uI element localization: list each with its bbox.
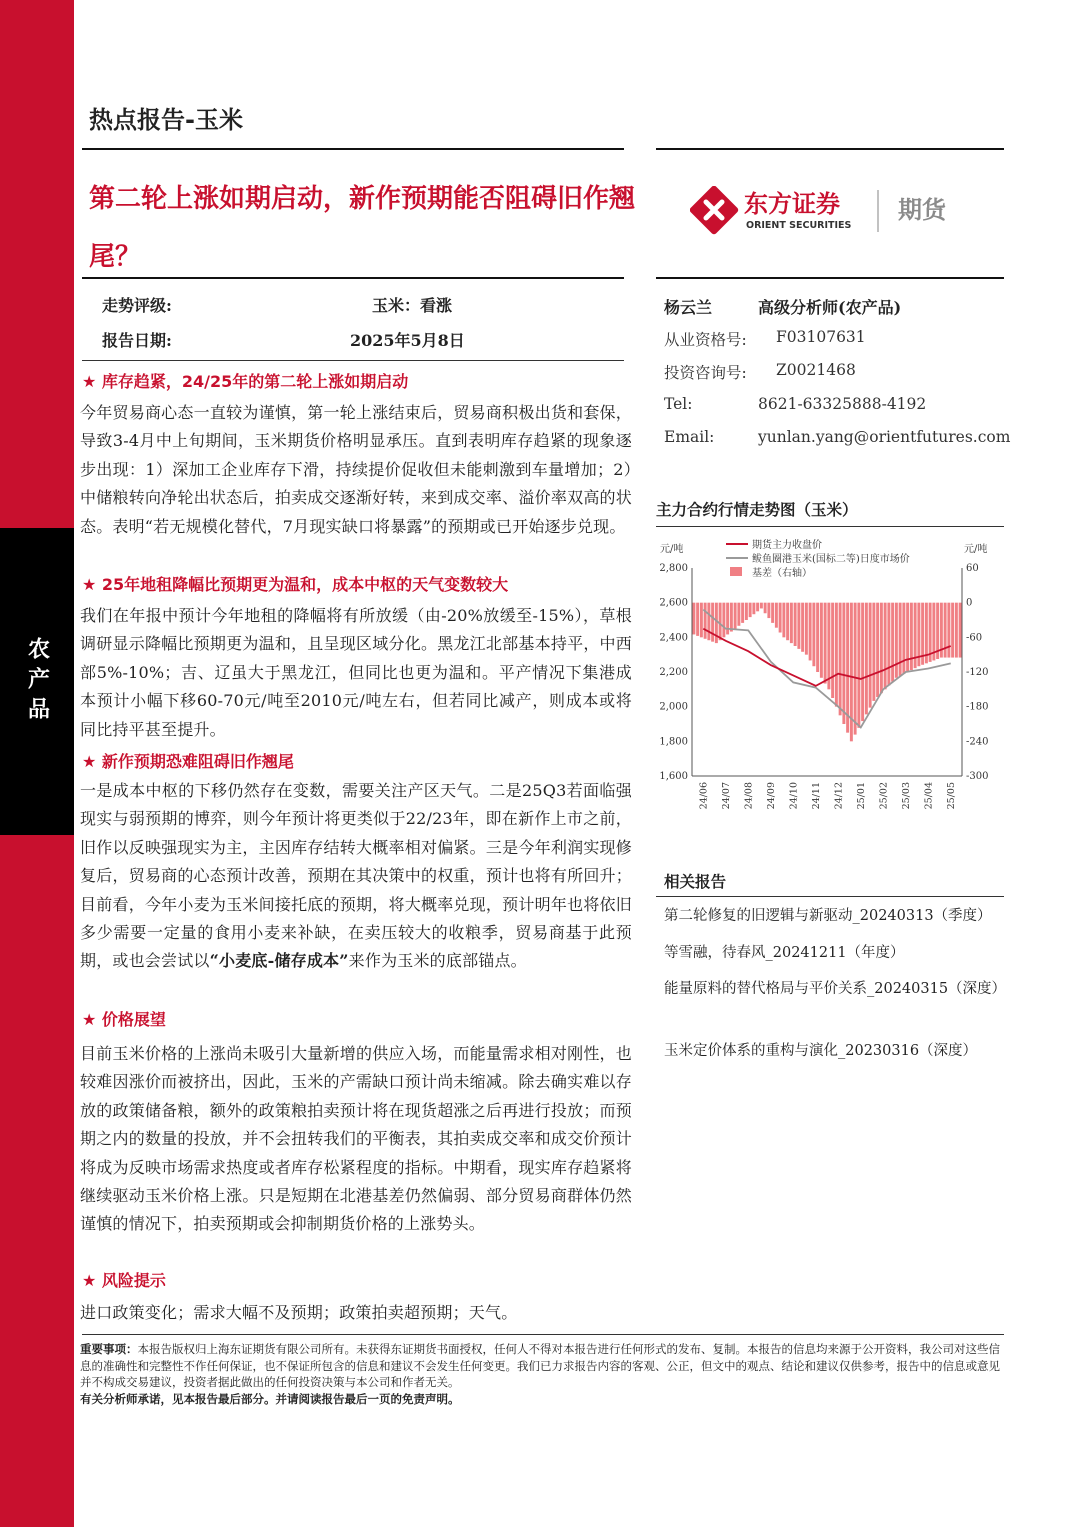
related-report-2[interactable]: 等雪融，待春风_20241211（年度） bbox=[664, 945, 905, 961]
basis-bar bbox=[752, 603, 755, 615]
report-type: 热点报告-玉米 bbox=[89, 106, 243, 134]
disclaimer bbox=[80, 1341, 1010, 1407]
basis-bar bbox=[767, 603, 770, 618]
chart-title: 主力合约行情走势图（玉米） bbox=[656, 501, 858, 519]
spot-price-line bbox=[703, 610, 951, 728]
price-lines bbox=[703, 610, 951, 728]
right-axis-unit: 元/吨 bbox=[964, 544, 988, 555]
disclaimer-text: 本报告版权归上海东证期货有限公司所有。未获得东证期货书面授权，任何人不得对本报告进行任何形式的发布、复制。本报告的信息均来源于公开资料，我公司对这些信息的准确性和完整性不作任何保证，也不保证所包含的信息和建议不会发生任何变更。我们已力求报告内容的客观、公正，但文中的观点、结论和建议仅供参考，报告中的信息或意见并不构成交易建议，投资者据此做出的任何投资决策与本公司和作者无关。 bbox=[80, 1342, 1000, 1389]
basis-bar bbox=[711, 603, 714, 642]
basis-bar bbox=[854, 603, 857, 735]
newcrop-text-bold: “小麦底-储存成本” bbox=[209, 951, 349, 971]
basis-bar bbox=[895, 603, 898, 678]
basis-bar bbox=[696, 603, 699, 636]
basis-bar bbox=[861, 603, 864, 721]
basis-bar bbox=[737, 603, 740, 626]
disclaimer-label: 重要事项： bbox=[80, 1342, 138, 1356]
basis-bar bbox=[700, 603, 703, 638]
section-heading-risk: ★ 风险提示 bbox=[82, 1271, 166, 1290]
basis-bar bbox=[891, 603, 894, 682]
basis-bar bbox=[745, 603, 748, 620]
title-divider-left bbox=[82, 277, 624, 279]
email-label: Email: bbox=[664, 428, 715, 446]
basis-bar bbox=[842, 603, 845, 724]
related-report-1[interactable]: 第二轮修复的旧逻辑与新驱动_20240313（季度） bbox=[664, 908, 992, 924]
basis-bar bbox=[910, 603, 913, 670]
right-tick-label: 60 bbox=[966, 563, 979, 574]
section-heading-inventory: ★ 库存趋紧，24/25年的第二轮上涨如期启动 bbox=[82, 372, 409, 391]
right-tick-label: -120 bbox=[966, 667, 989, 678]
disclaimer-note: 有关分析师承诺，见本报告最后部分。并请阅读报告最后一页的免责声明。 bbox=[80, 1391, 460, 1406]
consult-label: 投资咨询号: bbox=[664, 364, 747, 382]
newcrop-text-b: 来作为玉米的底部锚点。 bbox=[348, 951, 527, 971]
consult-value: Z0021468 bbox=[776, 361, 856, 379]
section-body-outlook: 目前玉米价格的上涨尚未吸引大量新增的供应入场，而能量需求相对刚性，也较难因涨价而被挤出，因此，玉米的产需缺口预计尚未缩减。除去确实难以存放的政策储备粮，额外的政策粮拍卖预计将在现货超涨之后再进行投放；而预期之内的数量的投放，并不会扭转我们的平衡表，其拍卖成交率和成交价预计将成为反映市场需求热度或者库存松紧程度的指标。中期看，现实库存趋紧将继续驱动玉米价格上涨。只是短期在北港基差仍然偏弱、部分贸易商群体仍然谨慎的情况下，拍卖预期或会抑制期货价格的上涨势头。 bbox=[80, 1044, 632, 1234]
header-divider-left bbox=[82, 148, 624, 150]
right-tick-label: -240 bbox=[966, 736, 989, 748]
tel-label: Tel: bbox=[664, 395, 693, 413]
basis-bar bbox=[775, 603, 778, 628]
basis-bar bbox=[779, 603, 782, 633]
basis-bar bbox=[902, 603, 905, 674]
basis-bar bbox=[760, 603, 763, 609]
basis-bar bbox=[887, 603, 890, 686]
email-value[interactable]: yunlan.yang@orientfutures.com bbox=[758, 428, 1011, 446]
cert-label: 从业资格号: bbox=[664, 331, 747, 349]
left-tick-label: 2,200 bbox=[659, 667, 688, 678]
rating-value: 玉米：看涨 bbox=[372, 296, 453, 315]
section-body-newcrop bbox=[80, 777, 632, 976]
analyst-name: 杨云兰 bbox=[664, 298, 713, 317]
basis-bar bbox=[839, 603, 842, 716]
basis-bar bbox=[786, 603, 789, 641]
basis-bar bbox=[831, 603, 834, 698]
basis-bar bbox=[824, 603, 827, 684]
chart-legend bbox=[726, 538, 910, 579]
tel-value: 8621-63325888-4192 bbox=[758, 395, 927, 413]
basis-bar bbox=[741, 603, 744, 623]
futures-price-line bbox=[703, 629, 951, 686]
left-tick-label: 2,600 bbox=[659, 597, 688, 609]
date-value: 2025年5月8日 bbox=[350, 331, 465, 350]
related-heading: 相关报告 bbox=[664, 873, 727, 891]
basis-bar bbox=[906, 603, 909, 672]
right-tick-label: -300 bbox=[966, 771, 989, 782]
related-divider bbox=[656, 896, 1004, 897]
right-tick-label: -60 bbox=[966, 632, 983, 644]
basis-bar bbox=[899, 603, 902, 676]
meta-divider bbox=[82, 360, 624, 361]
x-tick-label: 24/07 bbox=[720, 782, 732, 810]
x-tick-label: 24/06 bbox=[698, 782, 710, 810]
basis-bar bbox=[801, 603, 804, 652]
footer-divider bbox=[82, 1334, 1004, 1335]
section-heading-newcrop: ★ 新作预期恐难阻碍旧作翘尾 bbox=[82, 752, 294, 771]
related-report-3[interactable]: 能量原料的替代格局与平价关系_20240315（深度） bbox=[664, 981, 1007, 997]
x-tick-label: 25/04 bbox=[923, 782, 935, 810]
header-divider-right bbox=[656, 148, 1004, 150]
x-tick-label: 24/09 bbox=[765, 782, 777, 810]
basis-bar bbox=[955, 603, 958, 658]
basis-bar bbox=[692, 603, 695, 635]
basis-bar bbox=[947, 603, 950, 658]
title-divider-right bbox=[656, 277, 1004, 279]
basis-bar bbox=[797, 603, 800, 649]
right-tick-label: -180 bbox=[966, 701, 989, 713]
left-tick-label: 1,800 bbox=[659, 736, 688, 748]
x-tick-label: 24/10 bbox=[788, 782, 800, 810]
cert-value: F03107631 bbox=[776, 328, 866, 346]
basis-bar bbox=[734, 603, 737, 629]
left-axis-unit: 元/吨 bbox=[660, 544, 684, 555]
logo-text-cn: 东方证券 bbox=[744, 190, 840, 218]
date-label: 报告日期: bbox=[102, 331, 172, 350]
basis-bar bbox=[812, 603, 815, 667]
x-tick-label: 25/03 bbox=[900, 782, 912, 810]
basis-bar bbox=[782, 603, 785, 638]
left-tick-label: 2,400 bbox=[659, 632, 688, 644]
basis-bar bbox=[880, 603, 883, 694]
left-tick-label: 2,800 bbox=[659, 563, 688, 574]
basis-bar bbox=[872, 603, 875, 701]
category-tab-label: 农产品 bbox=[24, 636, 50, 727]
section-heading-rent: ★ 25年地租降幅比预期更为温和，成本中枢的天气变数较大 bbox=[82, 575, 509, 594]
section-body-inventory: 今年贸易商心态一直较为谨慎，第一轮上涨结束后，贸易商积极出货和套保，导致3-4月中上旬期间，玉米期货价格明显承压。直到表明库存趋紧的现象逐步出现：1）深加工企业库存下滑，持续提价促收但未能刺激到车量增加；2）中储粮转向净轮出状态后，拍卖成交逐渐好转，来到成交率、溢价率双高的状态。表明“若无规模化替代，7月现实缺口将暴露”的预期或已开始逐步兑现。 bbox=[80, 403, 632, 536]
basis-bar bbox=[816, 603, 819, 672]
basis-bar bbox=[865, 603, 868, 715]
legend-futures: 期货主力收盘价 bbox=[752, 540, 822, 551]
basis-bar bbox=[719, 603, 722, 641]
basis-bar bbox=[959, 603, 962, 658]
basis-bar bbox=[722, 603, 725, 638]
price-chart bbox=[656, 532, 1004, 832]
legend-spot: 鲅鱼圈港玉米(国标二等)日度市场价 bbox=[752, 554, 910, 565]
rating-label: 走势评级: bbox=[102, 296, 172, 315]
section-body-rent: 我们在年报中预计今年地租的降幅将有所放缓（由-20%放缓至-15%），草根调研显示降幅比预期更为温和，且呈现区域分化。黑龙江北部基本持平，中西部5%-10%；吉、辽虽大于黑龙江，但同比也更为温和。平产情况下集港成本预计小幅下移60-70元/吨至2010元/吨左右，但若同比减产，则成本或将同比持平甚至提升。 bbox=[80, 606, 632, 739]
basis-bar bbox=[869, 603, 872, 708]
axis-ticks bbox=[659, 563, 988, 809]
newcrop-text-a: 一是成本中枢的下移仍然存在变数，需要关注产区天气。二是25Q3若面临强现实与弱预期的博弈，则今年预计将更类似于22/23年，即在新作上市之前，旧作以反映强现实为主，主因库存结转大概率相对偏紧。三是今年利润实现修复后，贸易商的心态预计改善，预期在其决策中的权重，预计也将有所回升；目前看，今年小麦为玉米间接托底的预期，将大概率兑现，预计明年也将依旧多少需要一定量的食用小麦来补缺，在卖压较大的收粮季，贸易商基于此预期，或也会尝试以 bbox=[80, 781, 632, 971]
basis-bar bbox=[805, 603, 808, 655]
basis-bars bbox=[692, 603, 961, 742]
basis-bar bbox=[707, 603, 710, 641]
report-title: 第二轮上涨如期启动，新作预期能否阻碍旧作翘尾？ bbox=[89, 184, 636, 272]
logo-division: 期货 bbox=[898, 196, 946, 224]
basis-bar bbox=[764, 603, 767, 614]
basis-bar bbox=[876, 603, 879, 697]
basis-bar bbox=[809, 603, 812, 661]
left-tick-label: 2,000 bbox=[659, 701, 688, 713]
basis-bar bbox=[790, 603, 793, 643]
basis-bar bbox=[835, 603, 838, 707]
basis-bar bbox=[951, 603, 954, 658]
x-tick-label: 24/12 bbox=[833, 782, 845, 810]
basis-bar bbox=[730, 603, 733, 632]
company-logo bbox=[690, 186, 960, 236]
basis-bar bbox=[756, 603, 759, 612]
basis-bar bbox=[794, 603, 797, 646]
legend-basis: 基差（右轴） bbox=[752, 568, 812, 579]
x-tick-label: 25/01 bbox=[855, 782, 867, 810]
legend-swatch-basis bbox=[730, 567, 742, 576]
basis-bar bbox=[857, 603, 860, 728]
x-tick-label: 24/08 bbox=[743, 782, 755, 810]
chart-title-divider bbox=[656, 526, 1004, 527]
basis-bar bbox=[704, 603, 707, 639]
related-report-4[interactable]: 玉米定价体系的重构与演化_20230316（深度） bbox=[664, 1043, 978, 1059]
basis-bar bbox=[820, 603, 823, 678]
logo-mark-icon bbox=[690, 186, 960, 236]
logo-text-en: ORIENT SECURITIES bbox=[746, 220, 852, 231]
basis-bar bbox=[771, 603, 774, 623]
basis-bar bbox=[884, 603, 887, 690]
x-tick-label: 25/05 bbox=[945, 782, 957, 810]
section-heading-outlook: ★ 价格展望 bbox=[82, 1010, 166, 1029]
basis-bar bbox=[827, 603, 830, 690]
x-tick-label: 25/02 bbox=[878, 782, 890, 810]
basis-bar bbox=[749, 603, 752, 617]
section-body-risk: 进口政策变化；需求大幅不及预期；政策拍卖超预期；天气。 bbox=[80, 1303, 518, 1322]
right-tick-label: 0 bbox=[966, 597, 973, 609]
x-tick-label: 24/11 bbox=[810, 782, 822, 810]
left-tick-label: 1,600 bbox=[659, 771, 688, 782]
analyst-title: 高级分析师(农产品) bbox=[758, 298, 902, 317]
